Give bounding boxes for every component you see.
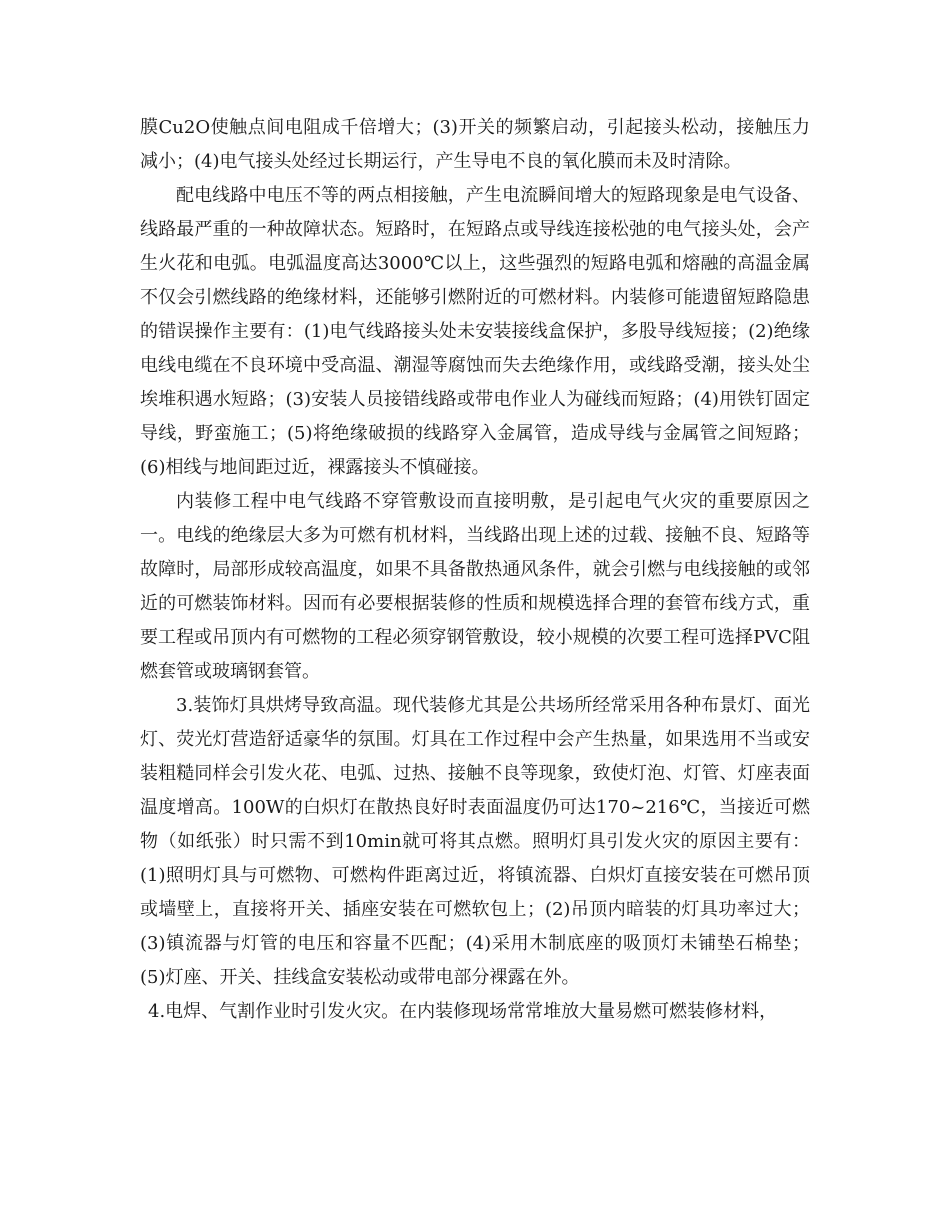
paragraph-welding: 4.电焊、气割作业时引发火灾。在内装修现场常常堆放大量易燃可燃装修材料，: [148, 1001, 778, 1022]
paragraph-short-circuit: 配电线路中电压不等的两点相接触，产生电流瞬间增大的短路现象是电气设备、线路最严重的一种故障状态。短路时，在短路点或导线连接松弛的电气接头处，会产生火花和电弧。电弧温度高达3000℃以上，这些强烈的短路电弧和熔融的高温金属不仅会引燃线路的绝缘材料，还能够引燃附近的可燃材料。内装修可能遗留短路隐患的错误操作主要有：(1)电气线路接头处未安装接线盒保护，多股导线短接；(2)绝缘电线电缆在不良环境中受高温、潮湿等腐蚀而失去绝缘作用，或线路受潮，接头处尘埃堆积遇水短路；(3)安装人员接错线路或带电作业人为碰线而短路；(4)用铁钉固定导线，野蛮施工；(5)将绝缘破损的线路穿入金属管，造成导线与金属管之间短路；(6)相线与地间距过近，裸露接头不慎碰接。: [140, 185, 810, 478]
paragraph-lighting-heat: 3.装饰灯具烘烤导致高温。现代装修尤其是公共场所经常采用各种布景灯、面光灯、荧光灯营造舒适豪华的氛围。灯具在工作过程中会产生热量，如果选用不当或安装粗糙同样会引发火花、电弧、过热、接触不良等现象，致使灯泡、灯管、灯座表面温度增高。100W的白炽灯在散热良好时表面温度仍可达170~216℃，当接近可燃物（如纸张）时只需不到10min就可将其点燃。照明灯具引发火灾的原因主要有：(1)照明灯具与可燃物、可燃构件距离过近，将镇流器、白炽灯直接安装在可燃吊顶或墙壁上，直接将开关、插座安装在可燃软包上；(2)吊顶内暗装的灯具功率过大；(3)镇流器与灯管的电压和容量不匹配；(4)采用木制底座的吸顶灯未铺垫石棉垫；(5)灯座、开关、挂线盒安装松动或带电部分裸露在外。: [140, 695, 810, 988]
paragraph-contact-resistance: 膜Cu2O使触点间电阻成千倍增大；(3)开关的频繁启动，引起接头松动，接触压力减小；(4)电气接头处经过长期运行，产生导电不良的氧化膜而未及时清除。: [140, 117, 810, 172]
document-body: [140, 111, 810, 1029]
paragraph-conduit-wiring: 内装修工程中电气线路不穿管敷设而直接明敷，是引起电气火灾的重要原因之一。电线的绝缘层大多为可燃有机材料，当线路出现上述的过载、接触不良、短路等故障时，局部形成较高温度，如果不具备散热通风条件，就会引燃与电线接触的或邻近的可燃装饰材料。因而有必要根据装修的性质和规模选择合理的套管布线方式，重要工程或吊顶内有可燃物的工程必须穿钢管敷设，较小规模的次要工程可选择PVC阻燃套管或玻璃钢套管。: [140, 491, 810, 682]
